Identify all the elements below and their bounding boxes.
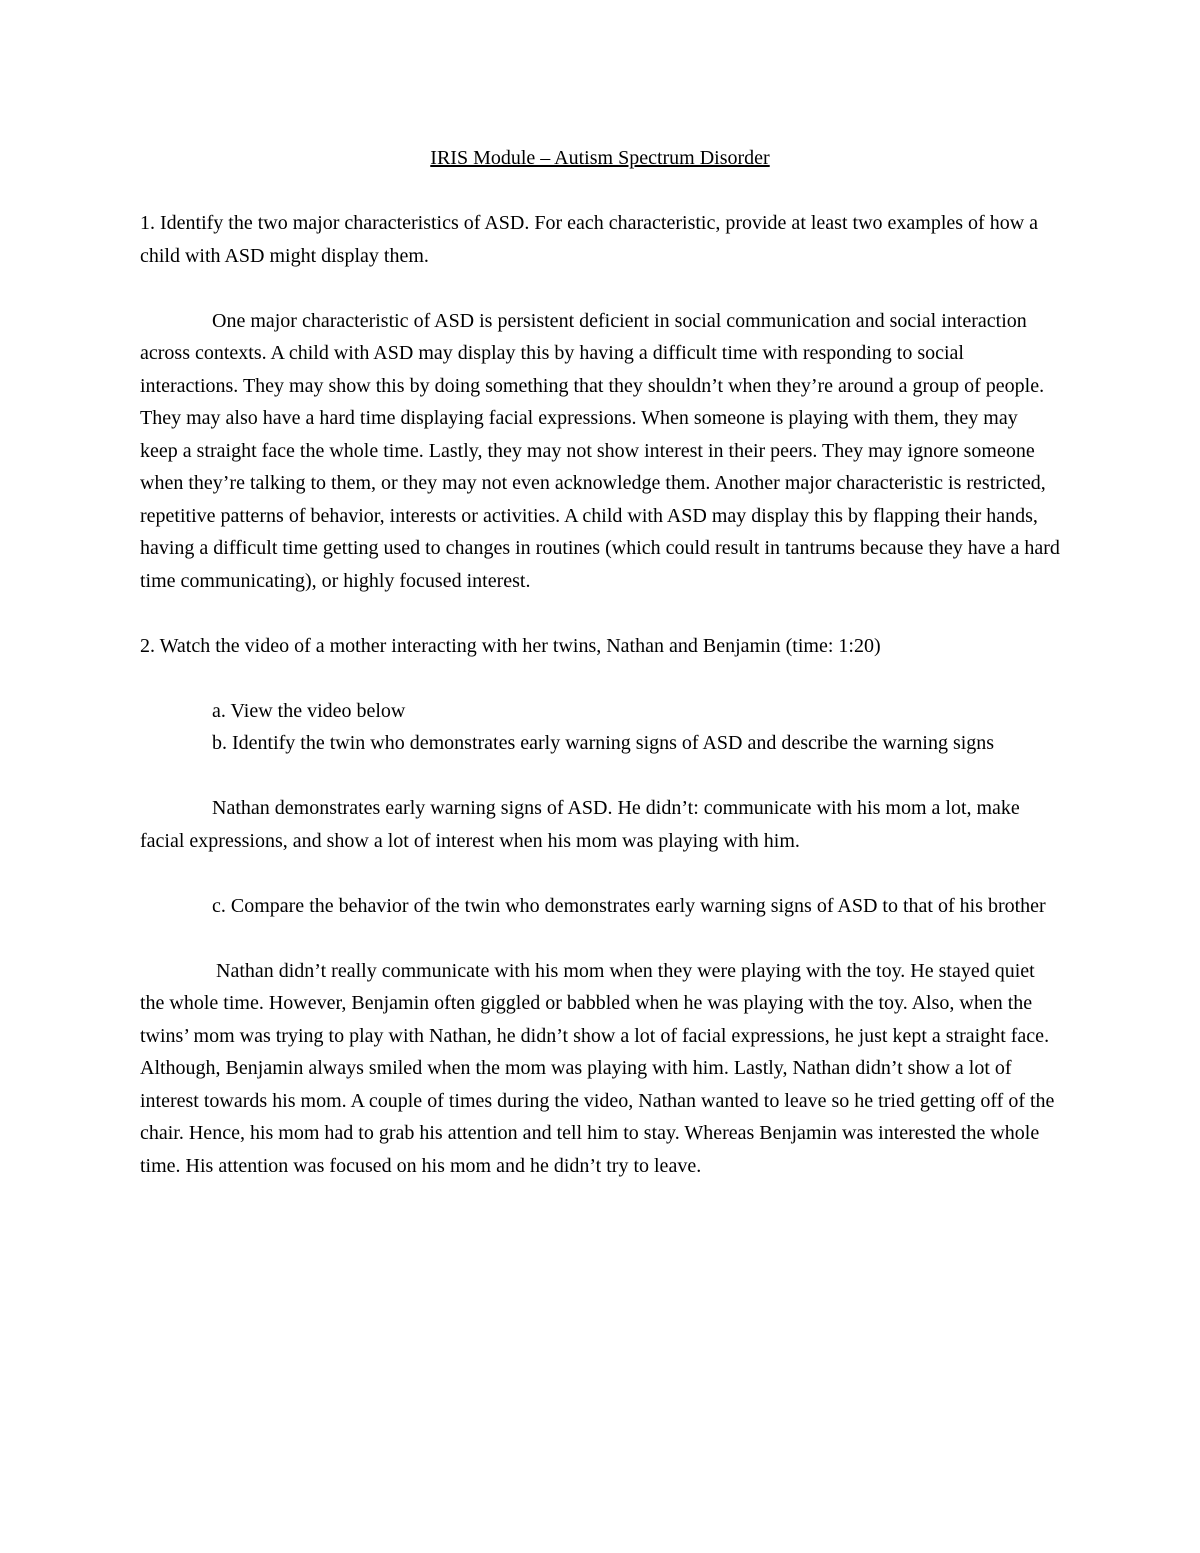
question-1: 1. Identify the two major characteristics of ASD. For each characteristic, provide at least two examples of how a child with ASD might display them.	[140, 212, 1039, 267]
question-2b: b. Identify the twin who demonstrates early warning signs of ASD and describe the warning signs	[212, 732, 995, 754]
question-2a: a. View the video below	[212, 699, 406, 722]
document-title: IRIS Module – Autism Spectrum Disorder	[430, 147, 770, 169]
document-body	[140, 142, 1060, 1215]
answer-2c: Nathan didn’t really communicate with his mom when they were playing with the toy. He stayed quiet the whole time. However, Benjamin often giggled or babbled when he was playing with the toy. Also, when the twins’ mom was trying to play with Nathan, he didn’t show a lot of facial expressions, he just kept a straight face. Although, Benjamin always smiled when the mom was playing with him. Lastly, Nathan didn’t show a lot of interest towards his mom. A couple of times during the video, Nathan wanted to leave so he tried getting off of the chair. Hence, his mom had to grab his attention and tell him to stay. Whereas Benjamin was interested the whole time. His attention was focused on his mom and he didn’t try to leave.	[140, 959, 1055, 1177]
question-2: 2. Watch the video of a mother interacting with her twins, Nathan and Benjamin (time: 1:20)	[140, 634, 881, 657]
answer-1: One major characteristic of ASD is persistent deficient in social communication and social interaction across contexts. A child with ASD may display this by having a difficult time with responding to social interactions. They may show this by doing something that they shouldn’t when they’re around a group of people. They may also have a hard time displaying facial expressions. When someone is playing with them, they may keep a straight face the whole time. Lastly, they may not show interest in their peers. They may ignore someone when they’re talking to them, or they may not even acknowledge them. Another major characteristic is restricted, repetitive patterns of behavior, interests or activities. A child with ASD may display this by flapping their hands, having a difficult time getting used to changes in routines (which could result in tantrums because they have a hard time communicating), or highly focused interest.	[140, 309, 1060, 592]
question-2c: c. Compare the behavior of the twin who demonstrates early warning signs of ASD to that of his brother	[212, 894, 1046, 917]
answer-2b: Nathan demonstrates early warning signs of ASD. He didn’t: communicate with his mom a lot, make facial expressions, and show a lot of interest when his mom was playing with him.	[140, 797, 1020, 852]
